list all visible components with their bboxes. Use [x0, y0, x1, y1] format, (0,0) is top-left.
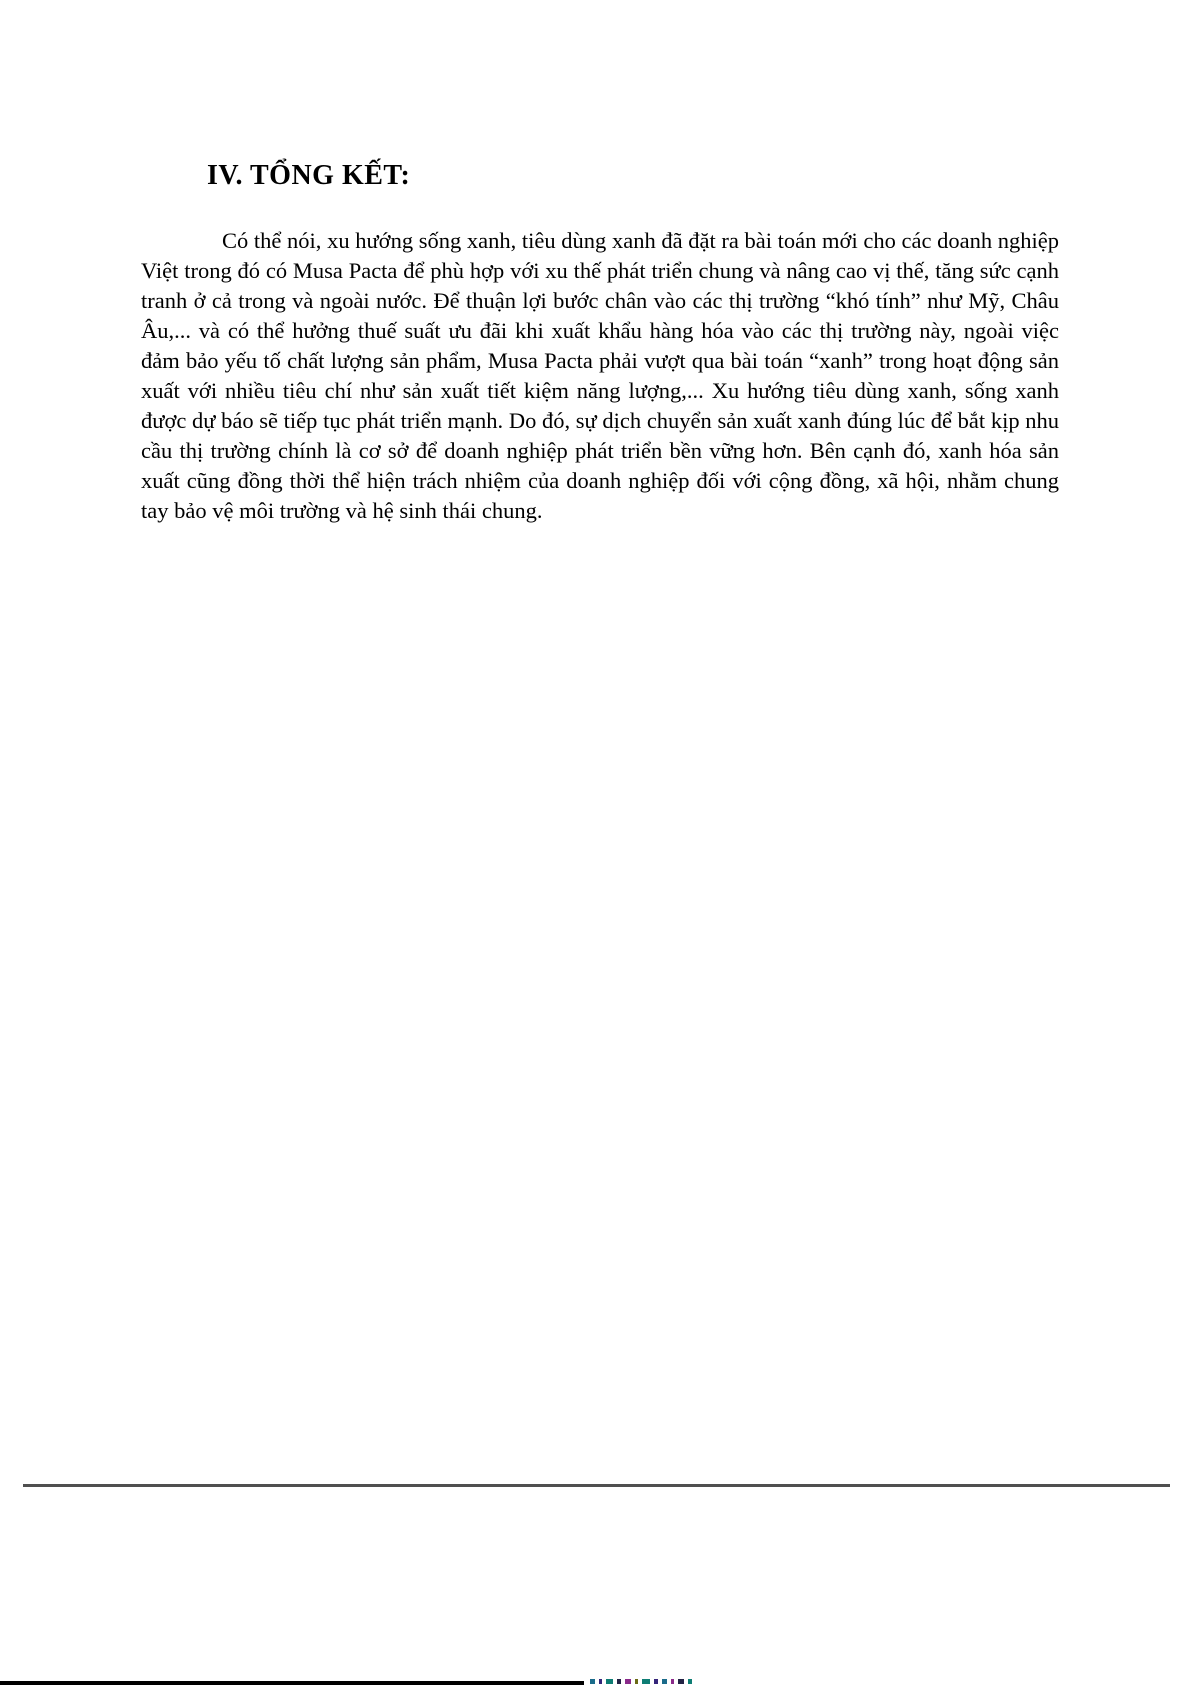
cutoff-text-fragment: [654, 1679, 658, 1684]
cutoff-text-fragment: [642, 1679, 650, 1684]
bottom-edge-bar: [0, 1681, 584, 1685]
cutoff-text-fragment: [688, 1679, 692, 1684]
cutoff-text-fragment: [617, 1679, 621, 1684]
cutoff-text-fragment: [606, 1679, 613, 1684]
section-heading: IV. TỔNG KẾT:: [207, 160, 411, 191]
cutoff-text-fragment: [662, 1679, 667, 1684]
cutoff-text-fragment: [678, 1679, 684, 1684]
cutoff-text-fragment: [625, 1679, 631, 1684]
cutoff-text-fragments: [590, 1679, 780, 1685]
body-paragraph: Có thể nói, xu hướng sống xanh, tiêu dùng xanh đã đặt ra bài toán mới cho các doanh nghiệp Việt trong đó có Musa Pacta để phù hợp với xu thế phát triển chung và nâng cao vị thế, tăng sức cạnh tranh ở cả trong và ngoài nước. Để thuận lợi bước chân vào các thị trường “khó tính” như Mỹ, Châu Âu,... và có thể hưởng thuế suất ưu đãi khi xuất khẩu hàng hóa vào các thị trường này, ngoài việc đảm bảo yếu tố chất lượng sản phẩm, Musa Pacta phải vượt qua bài toán “xanh” trong hoạt động sản xuất với nhiều tiêu chí như sản xuất tiết kiệm năng lượng,... Xu hướng tiêu dùng xanh, sống xanh được dự báo sẽ tiếp tục phát triển mạnh. Do đó, sự dịch chuyển sản xuất xanh đúng lúc để bắt kịp nhu cầu thị trường chính là cơ sở để doanh nghiệp phát triển bền vững hơn. Bên cạnh đó, xanh hóa sản xuất cũng đồng thời thể hiện trách nhiệm của doanh nghiệp đối với cộng đồng, xã hội, nhằm chung tay bảo vệ môi trường và hệ sinh thái chung.: [141, 228, 1059, 523]
footer-divider-line: [23, 1484, 1170, 1487]
cutoff-text-fragment: [590, 1679, 595, 1684]
cutoff-text-fragment: [635, 1679, 638, 1684]
cutoff-text-fragment: [671, 1679, 674, 1684]
cutoff-text-fragment: [599, 1679, 602, 1684]
